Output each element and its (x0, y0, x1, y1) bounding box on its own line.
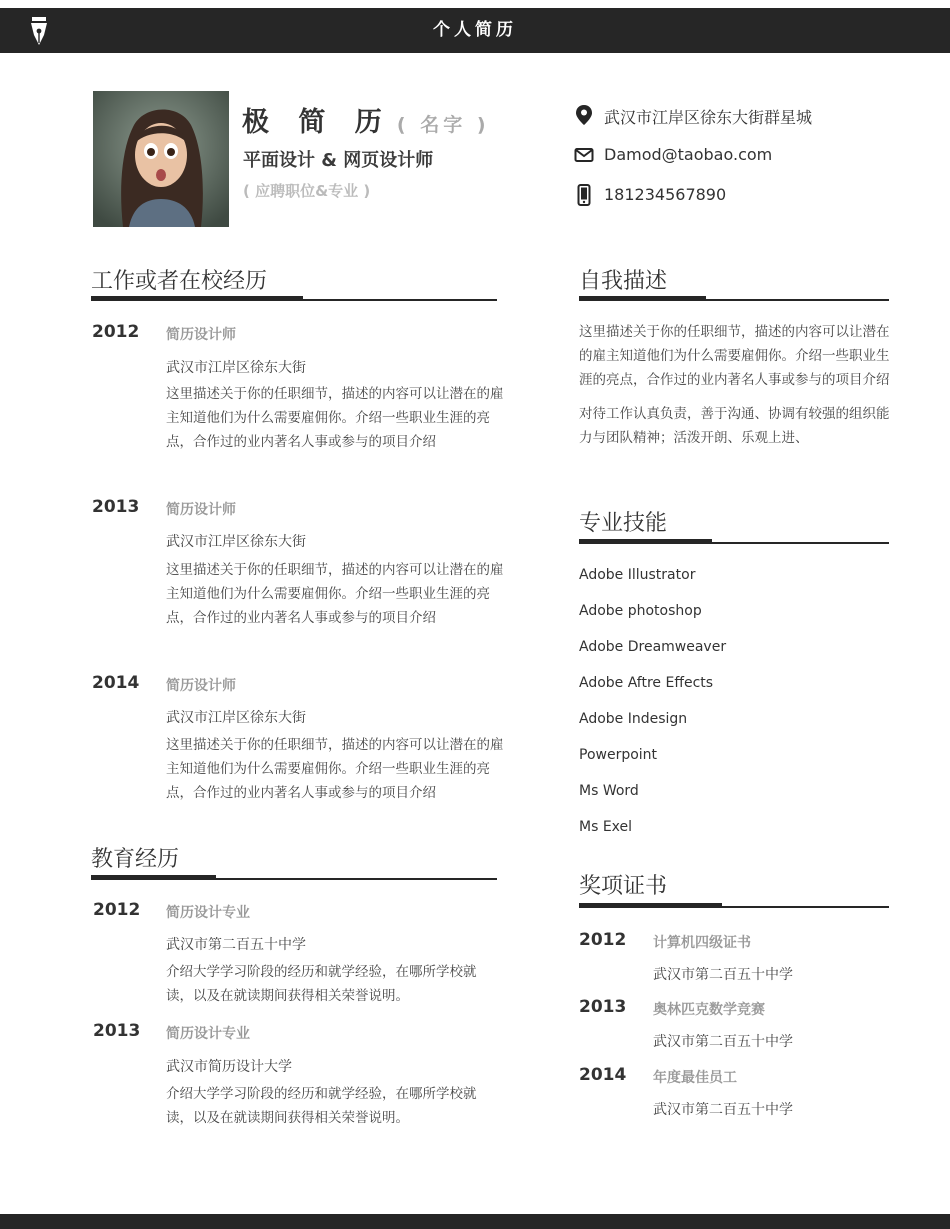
education-year: 2013 (93, 1021, 141, 1041)
skill-item: Adobe Illustrator (579, 567, 696, 583)
award-place: 武汉市第二百五十中学 (653, 1102, 793, 1118)
email-text: Damod@taobao.com (604, 145, 773, 164)
divider-accent (579, 296, 706, 301)
education-school: 武汉市简历设计大学 (166, 1059, 292, 1075)
profile-photo (93, 91, 229, 227)
work-year: 2014 (92, 673, 140, 693)
self-section-title: 自我描述 (579, 269, 668, 294)
divider-accent (91, 296, 303, 301)
skill-item: Adobe Aftre Effects (579, 675, 714, 691)
education-year: 2012 (93, 900, 141, 920)
email-icon (574, 144, 594, 166)
education-school: 武汉市第二百五十中学 (166, 937, 306, 953)
education-major: 简历设计专业 (166, 905, 250, 921)
skill-item: Adobe photoshop (579, 603, 702, 619)
divider-accent (579, 903, 722, 908)
self-paragraph: 对待工作认真负责，善于沟通、协调有较强的组织能力与团队精神；活泼开朗、乐观上进、 (579, 406, 890, 446)
skill-item: Ms Word (579, 783, 639, 799)
work-year: 2013 (92, 497, 140, 517)
work-section-title: 工作或者在校经历 (91, 269, 268, 294)
divider-accent (91, 875, 216, 880)
work-description: 这里描述关于你的任职细节，描述的内容可以让潜在的雇主知道他们为什么需要雇佣你。介绍一些职业生涯的亮点，合作过的业内著名人事或参与的项目介绍 (166, 562, 504, 626)
header-bar (0, 8, 950, 53)
name-row (242, 100, 490, 139)
award-year: 2013 (579, 997, 627, 1017)
address-text: 武汉市江岸区徐东大街群星城 (604, 108, 813, 127)
skill-item: Adobe Indesign (579, 711, 688, 727)
work-description: 这里描述关于你的任职细节，描述的内容可以让潜在的雇主知道他们为什么需要雇佣你。介绍一些职业生涯的亮点，合作过的业内著名人事或参与的项目介绍 (166, 737, 504, 801)
award-year: 2014 (579, 1065, 627, 1085)
skill-item: Ms Exel (579, 819, 633, 835)
location-pin-icon (574, 104, 594, 126)
work-place: 武汉市江岸区徐东大街 (166, 360, 306, 376)
skill-item: Powerpoint (579, 747, 658, 763)
footer-bar (0, 1214, 950, 1229)
mobile-phone-icon (574, 184, 594, 206)
page-title: 个人简历 (433, 20, 517, 40)
skill-item: Adobe Dreamweaver (579, 639, 727, 655)
work-role: 简历设计师 (166, 502, 236, 518)
work-role: 简历设计师 (166, 327, 236, 343)
job-title: 平面设计 & 网页设计师 (243, 150, 434, 171)
self-paragraph: 这里描述关于你的任职细节，描述的内容可以让潜在的雇主知道他们为什么需要雇佣你。介绍一些职业生涯的亮点，合作过的业内著名人事或参与的项目介绍 (579, 324, 890, 388)
skills-section-title: 专业技能 (579, 511, 668, 536)
phone-text: 181234567890 (604, 185, 727, 204)
work-description: 这里描述关于你的任职细节，描述的内容可以让潜在的雇主知道他们为什么需要雇佣你。介绍一些职业生涯的亮点，合作过的业内著名人事或参与的项目介绍 (166, 386, 504, 450)
award-place: 武汉市第二百五十中学 (653, 1034, 793, 1050)
self-description (579, 320, 891, 475)
awards-section-title: 奖项证书 (579, 874, 668, 899)
award-year: 2012 (579, 930, 627, 950)
award-name: 奥林匹克数学竞赛 (653, 1002, 765, 1018)
education-description: 介绍大学学习阶段的经历和就学经验，在哪所学校就读，以及在就读期间获得相关荣誉说明。 (166, 1086, 477, 1126)
name-hint: ( 名字 ) (396, 114, 490, 136)
education-description: 介绍大学学习阶段的经历和就学经验，在哪所学校就读，以及在就读期间获得相关荣誉说明。 (166, 964, 477, 1004)
job-hint: ( 应聘职位&专业 ) (243, 182, 371, 200)
education-section-title: 教育经历 (91, 847, 180, 872)
work-role: 简历设计师 (166, 678, 236, 694)
award-name: 计算机四级证书 (653, 935, 751, 951)
work-place: 武汉市江岸区徐东大街 (166, 534, 306, 550)
divider-accent (579, 539, 712, 544)
education-major: 简历设计专业 (166, 1026, 250, 1042)
award-place: 武汉市第二百五十中学 (653, 967, 793, 983)
work-place: 武汉市江岸区徐东大街 (166, 710, 306, 726)
work-year: 2012 (92, 322, 140, 342)
award-name: 年度最佳员工 (653, 1070, 737, 1086)
person-name: 极 简 历 (242, 107, 392, 138)
